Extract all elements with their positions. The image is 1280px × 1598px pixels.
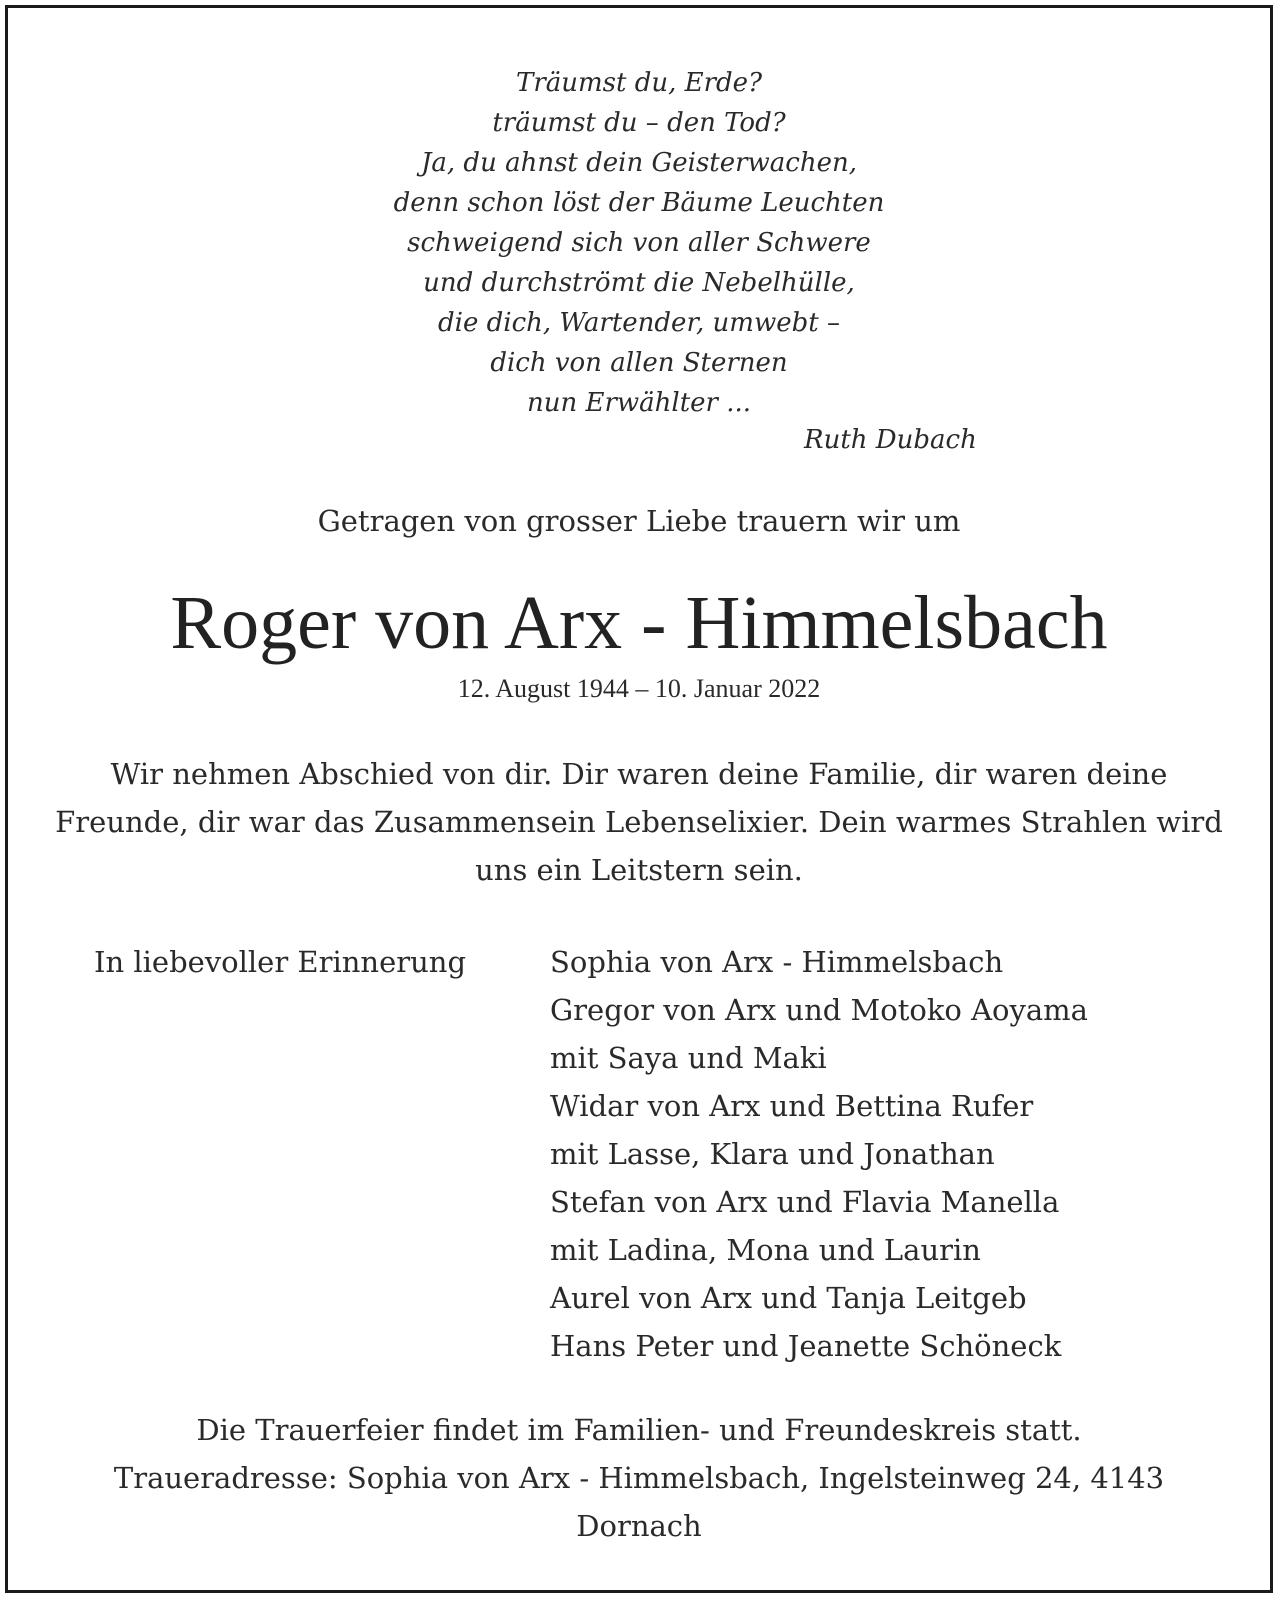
obituary-frame	[5, 5, 1273, 1593]
poem-line: die dich, Wartender, umwebt –	[438, 308, 840, 338]
farewell-message: Wir nehmen Abschied von dir. Dir waren deine Familie, dir waren deine Freunde, dir war das Zusammensein Lebenselixier. Dein warmes Strahlen wird uns ein Leitstern sein.	[55, 757, 1223, 887]
poem-line: träumst du – den Tod?	[492, 108, 786, 138]
mourner-entry: Gregor von Arx und Motoko Aoyama	[550, 993, 1088, 1027]
closing-notice	[48, 1406, 1230, 1550]
poem-line: denn schon löst der Bäume Leuchten	[393, 188, 885, 218]
mourner-entry: mit Lasse, Klara und Jonathan	[550, 1137, 995, 1171]
mourner-entry: Sophia von Arx - Himmelsbach	[550, 945, 1004, 979]
mourner-entry: mit Saya und Maki	[550, 1041, 827, 1075]
mourner-entry: Aurel von Arx und Tanja Leitgeb	[550, 1281, 1027, 1315]
deceased-name: Roger von Arx - Himmelsbach	[170, 581, 1108, 665]
life-dates: 12. August 1944 – 10. Januar 2022	[457, 674, 821, 703]
ceremony-note: Die Trauerfeier findet im Familien- und Freundeskreis statt.	[196, 1413, 1082, 1447]
intro-text: Getragen von grosser Liebe trauern wir um	[317, 504, 961, 538]
mourner-entry: mit Ladina, Mona und Laurin	[550, 1233, 981, 1267]
mourning-address: Traueradresse: Sophia von Arx - Himmelsbach, Ingelsteinweg 24, 4143 Dornach	[113, 1461, 1165, 1543]
poem-author: Ruth Dubach	[804, 425, 977, 455]
poem-line: nun Erwählter ...	[526, 388, 752, 418]
mourner-entry: Widar von Arx und Bettina Rufer	[550, 1089, 1034, 1123]
poem	[8, 63, 1270, 423]
poem-line: dich von allen Sternen	[490, 348, 788, 378]
poem-line: Ja, du ahnst dein Geisterwachen,	[420, 148, 858, 178]
poem-line: und durchströmt die Nebelhülle,	[423, 268, 855, 298]
mourner-entry: Stefan von Arx und Flavia Manella	[550, 1185, 1060, 1219]
memory-label: In liebevoller Erinnerung	[94, 945, 467, 979]
poem-line: schweigend sich von aller Schwere	[407, 228, 871, 258]
mourner-entry: Hans Peter und Jeanette Schöneck	[550, 1329, 1062, 1363]
mourners-list	[550, 938, 1088, 1370]
poem-line: Träumst du, Erde?	[515, 68, 763, 98]
